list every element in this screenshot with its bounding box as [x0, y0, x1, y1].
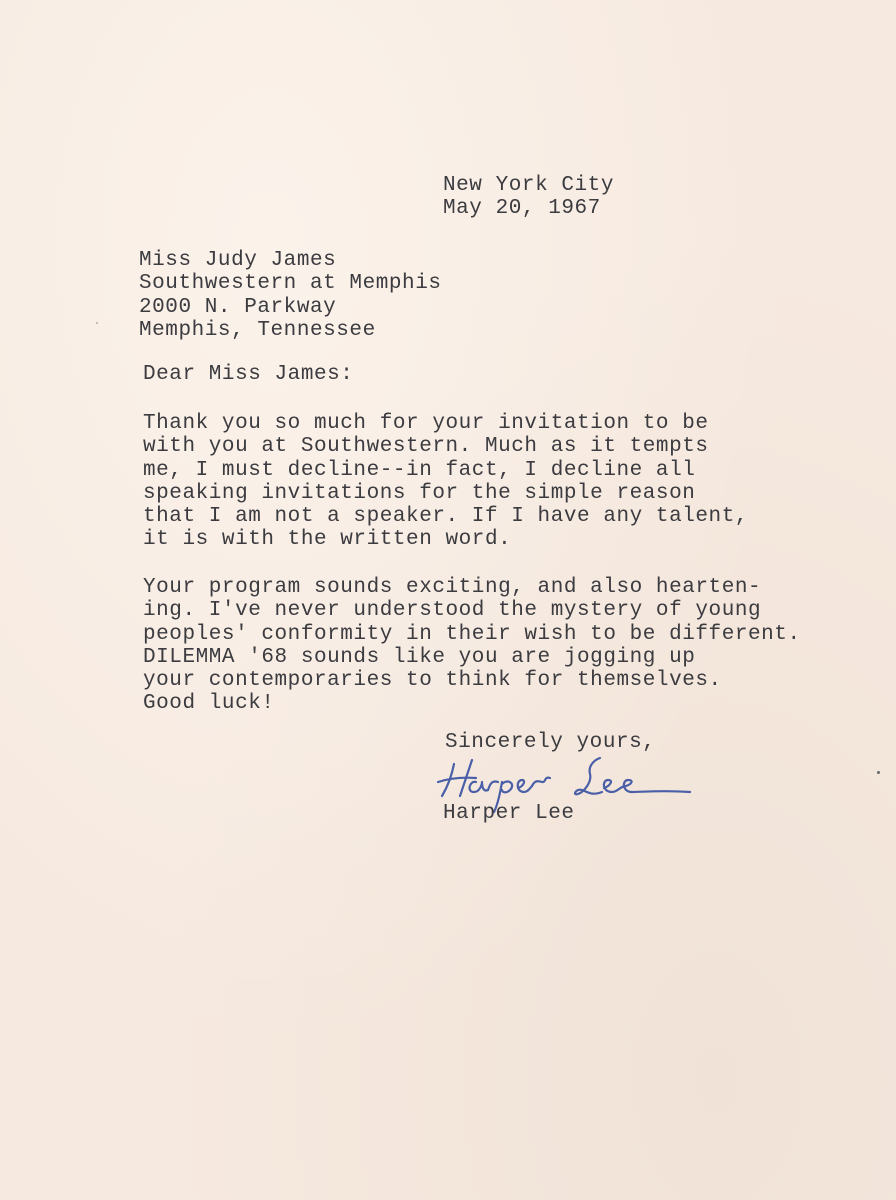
address-line: 2000 N. Parkway	[139, 295, 337, 319]
heading-date: May 20, 1967	[443, 197, 601, 221]
salutation: Dear Miss James:	[143, 363, 354, 386]
paragraph-two	[143, 576, 801, 716]
address-line: Southwestern at Memphis	[139, 272, 442, 296]
paragraph-line: your contemporaries to think for themselves.	[143, 669, 722, 693]
paragraph-line: Your program sounds exciting, and also hearten-	[143, 576, 762, 599]
paragraph-one	[143, 412, 748, 552]
paragraph-line: with you at Southwestern. Much as it tempts	[143, 435, 709, 459]
heading-city: New York City	[443, 174, 614, 197]
paper-speck	[877, 771, 880, 774]
recipient-address	[139, 249, 442, 342]
address-line: Miss Judy James	[139, 249, 337, 272]
paragraph-line: it is with the written word.	[143, 528, 512, 552]
paragraph-line: DILEMMA '68 sounds like you are jogging up	[143, 645, 696, 669]
paragraph-line: me, I must decline--in fact, I decline all	[143, 458, 696, 482]
paragraph-line: speaking invitations for the simple reason	[143, 481, 696, 505]
typed-signature-name: Harper Lee	[443, 802, 575, 825]
closing: Sincerely yours,	[445, 731, 656, 754]
paragraph-line: ing. I've never understood the mystery of young	[143, 599, 762, 623]
paragraph-line: Good luck!	[143, 692, 275, 716]
paragraph-line: peoples' conformity in their wish to be different.	[143, 622, 801, 646]
letter-heading	[443, 174, 614, 221]
paragraph-line: Thank you so much for your invitation to be	[143, 412, 709, 435]
address-line: Memphis, Tennessee	[139, 318, 376, 342]
paragraph-line: that I am not a speaker. If I have any talent,	[143, 505, 748, 529]
paper-speck	[96, 322, 98, 324]
